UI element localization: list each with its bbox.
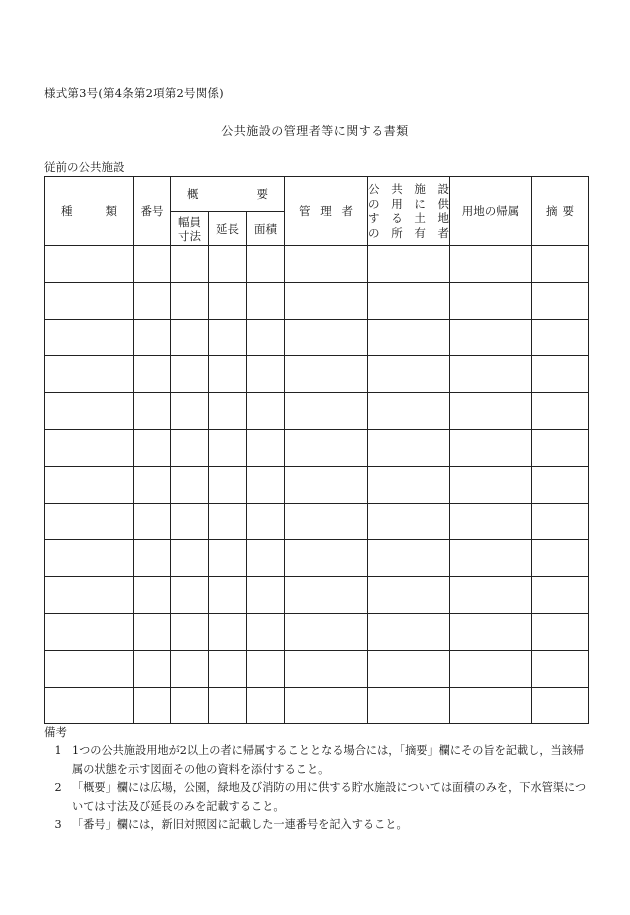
facility-table [44,176,589,724]
cell-kind[interactable] [45,577,134,614]
table-row [45,577,589,614]
cell-land-attribution[interactable] [450,393,532,430]
cell-manager[interactable] [285,429,368,466]
document-title: 公共施設の管理者等に関する書類 [221,124,409,138]
cell-area[interactable] [247,687,285,724]
cell-length[interactable] [209,282,247,319]
table-row [45,246,589,283]
cell-area[interactable] [247,577,285,614]
table-row [45,650,589,687]
cell-area[interactable] [247,650,285,687]
table-row [45,282,589,319]
cell-land-owner[interactable] [368,503,450,540]
cell-land-attribution[interactable] [450,650,532,687]
cell-width[interactable] [171,577,209,614]
cell-length[interactable] [209,503,247,540]
header-kind: 種 類 [45,177,134,246]
cell-land-owner[interactable] [368,319,450,356]
note-text: 1つの公共施設用地が2以上の者に帰属することとなる場合には，「摘要」欄にその旨を記載し，当該帰属の状態を示す図面その他の資料を添付すること。 [72,744,585,776]
header-area: 面積 [247,212,285,246]
cell-land-owner[interactable] [368,466,450,503]
cell-kind[interactable] [45,319,134,356]
cell-land-owner[interactable] [368,613,450,650]
cell-kind[interactable] [45,540,134,577]
cell-land-attribution[interactable] [450,577,532,614]
header-width: 幅員 寸法 [171,212,209,246]
cell-length[interactable] [209,356,247,393]
cell-remarks[interactable] [532,319,589,356]
note-text: 「番号」欄には，新旧対照図に記載した一連番号を記入すること。 [72,818,408,831]
note-item [44,779,592,816]
cell-land-attribution[interactable] [450,429,532,466]
note-number: 2 [54,781,62,794]
cell-manager[interactable] [285,393,368,430]
cell-kind[interactable] [45,687,134,724]
cell-kind[interactable] [45,356,134,393]
cell-land-attribution[interactable] [450,466,532,503]
cell-number[interactable] [134,282,171,319]
cell-number[interactable] [134,650,171,687]
cell-remarks[interactable] [532,650,589,687]
cell-manager[interactable] [285,540,368,577]
cell-land-attribution[interactable] [450,540,532,577]
table-body [45,246,589,724]
cell-land-owner[interactable] [368,650,450,687]
note-text: 「概要」欄には広場，公園，緑地及び消防の用に供する貯水施設については面積のみを，下水管渠については寸法及び延長のみを記載すること。 [72,781,587,813]
cell-remarks[interactable] [532,282,589,319]
cell-length[interactable] [209,319,247,356]
cell-width[interactable] [171,282,209,319]
table-row [45,613,589,650]
header-remarks: 摘 要 [532,177,589,246]
table-row [45,687,589,724]
table-row [45,429,589,466]
cell-area[interactable] [247,540,285,577]
cell-number[interactable] [134,577,171,614]
cell-width[interactable] [171,319,209,356]
cell-width[interactable] [171,393,209,430]
cell-length[interactable] [209,393,247,430]
cell-land-attribution[interactable] [450,503,532,540]
cell-length[interactable] [209,246,247,283]
cell-area[interactable] [247,393,285,430]
cell-length[interactable] [209,540,247,577]
cell-land-owner[interactable] [368,540,450,577]
cell-land-owner[interactable] [368,356,450,393]
cell-area[interactable] [247,319,285,356]
cell-land-attribution[interactable] [450,356,532,393]
cell-width[interactable] [171,356,209,393]
cell-manager[interactable] [285,466,368,503]
cell-remarks[interactable] [532,613,589,650]
cell-land-attribution[interactable] [450,613,532,650]
header-length: 延長 [209,212,247,246]
cell-manager[interactable] [285,319,368,356]
cell-length[interactable] [209,687,247,724]
cell-remarks[interactable] [532,687,589,724]
cell-manager[interactable] [285,613,368,650]
form-number: 様式第3号(第4条第2項第2号関係) [44,86,224,100]
cell-remarks[interactable] [532,577,589,614]
cell-manager[interactable] [285,356,368,393]
table-row [45,466,589,503]
cell-length[interactable] [209,429,247,466]
cell-width[interactable] [171,650,209,687]
cell-land-owner[interactable] [368,577,450,614]
cell-length[interactable] [209,650,247,687]
cell-land-attribution[interactable] [450,687,532,724]
cell-land-owner[interactable] [368,246,450,283]
table-row [45,540,589,577]
cell-kind[interactable] [45,429,134,466]
cell-width[interactable] [171,613,209,650]
cell-number[interactable] [134,429,171,466]
cell-area[interactable] [247,282,285,319]
note-number: 1 [54,744,62,757]
cell-remarks[interactable] [532,503,589,540]
cell-length[interactable] [209,466,247,503]
header-overview: 概 要 [171,177,285,212]
cell-kind[interactable] [45,503,134,540]
notes-list [44,742,592,835]
cell-number[interactable] [134,393,171,430]
cell-kind[interactable] [45,282,134,319]
cell-area[interactable] [247,429,285,466]
cell-remarks[interactable] [532,429,589,466]
cell-length[interactable] [209,577,247,614]
header-land-attribution: 用地の帰属 [450,177,532,246]
table-row [45,319,589,356]
cell-area[interactable] [247,613,285,650]
table-row [45,393,589,430]
cell-number[interactable] [134,466,171,503]
cell-manager[interactable] [285,577,368,614]
cell-kind[interactable] [45,393,134,430]
cell-width[interactable] [171,687,209,724]
note-item [44,816,592,835]
cell-kind[interactable] [45,246,134,283]
cell-land-owner[interactable] [368,393,450,430]
cell-land-owner[interactable] [368,282,450,319]
cell-remarks[interactable] [532,466,589,503]
cell-manager[interactable] [285,650,368,687]
cell-width[interactable] [171,466,209,503]
cell-number[interactable] [134,319,171,356]
cell-manager[interactable] [285,503,368,540]
cell-kind[interactable] [45,613,134,650]
cell-land-attribution[interactable] [450,246,532,283]
header-number: 番号 [134,177,171,246]
notes-title: 備考 [44,725,67,739]
cell-width[interactable] [171,540,209,577]
cell-kind[interactable] [45,650,134,687]
cell-land-attribution[interactable] [450,282,532,319]
cell-remarks[interactable] [532,393,589,430]
cell-manager[interactable] [285,282,368,319]
cell-manager[interactable] [285,246,368,283]
cell-land-owner[interactable] [368,429,450,466]
cell-area[interactable] [247,466,285,503]
cell-width[interactable] [171,503,209,540]
cell-number[interactable] [134,503,171,540]
cell-area[interactable] [247,503,285,540]
cell-number[interactable] [134,687,171,724]
cell-remarks[interactable] [532,540,589,577]
cell-number[interactable] [134,246,171,283]
cell-remarks[interactable] [532,246,589,283]
note-number: 3 [54,818,62,831]
cell-area[interactable] [247,356,285,393]
cell-number[interactable] [134,356,171,393]
cell-number[interactable] [134,540,171,577]
cell-length[interactable] [209,613,247,650]
cell-width[interactable] [171,429,209,466]
table-row [45,356,589,393]
cell-land-owner[interactable] [368,687,450,724]
cell-area[interactable] [247,246,285,283]
cell-manager[interactable] [285,687,368,724]
cell-kind[interactable] [45,466,134,503]
header-land-owner: 公 共 施 設 の 用 に 供 す る 土 地 の 所 有 者 [368,177,450,246]
table-caption: 従前の公共施設 [44,160,125,174]
cell-remarks[interactable] [532,356,589,393]
note-item [44,742,592,779]
header-manager: 管 理 者 [285,177,368,246]
table-row [45,503,589,540]
cell-number[interactable] [134,613,171,650]
cell-land-attribution[interactable] [450,319,532,356]
cell-width[interactable] [171,246,209,283]
